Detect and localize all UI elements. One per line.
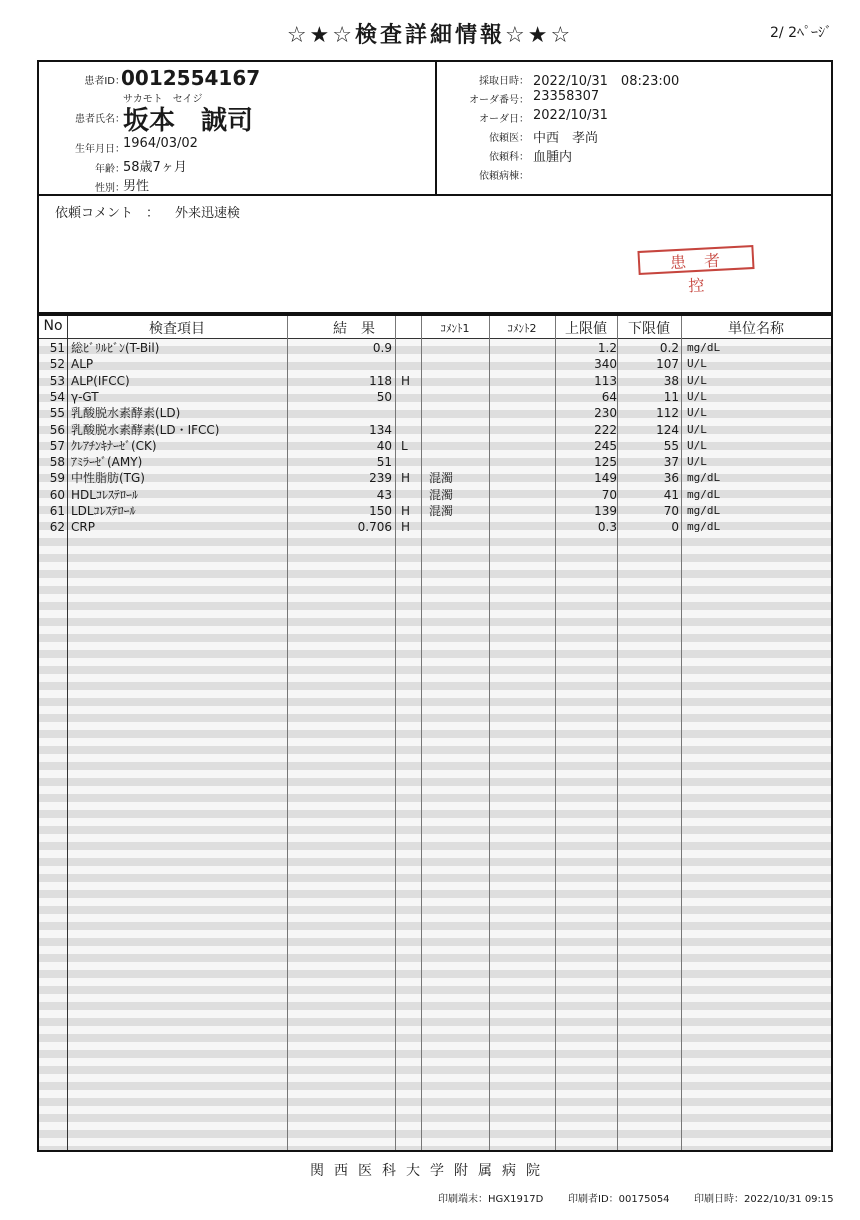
row-result: 0.9 (372, 341, 392, 355)
col-item-header: 検査項目 (149, 321, 205, 337)
row-lower: 70 (663, 504, 679, 518)
header-divider (435, 62, 437, 196)
hospital-name: 関西医科大学附属病院 (310, 1163, 550, 1179)
table-row (39, 470, 831, 486)
patient-id-label: 患者ID： (84, 76, 125, 87)
age: 58歳7ヶ月 (123, 160, 187, 175)
row-upper: 340 (594, 357, 617, 372)
sex: 男性 (123, 179, 150, 194)
table-row (39, 519, 831, 535)
row-result: 239 (369, 471, 392, 486)
row-lower: 11 (663, 389, 679, 404)
table-row (39, 438, 831, 454)
page-number: 2/ 2ﾍﾟｰｼﾞ (770, 25, 832, 41)
row-unit: U/L (687, 389, 707, 403)
row-flag: L (401, 438, 408, 453)
row-upper: 70 (601, 487, 617, 502)
table-row (39, 454, 831, 470)
row-upper: 0.3 (597, 520, 617, 535)
table-row (39, 356, 831, 372)
row-lower: 41 (663, 487, 679, 502)
row-result: 0.706 (357, 520, 392, 535)
order-date-label: オーダ日： (479, 114, 529, 125)
dob-label: 生年月日： (75, 144, 125, 155)
row-result: 118 (369, 373, 392, 388)
table-row (39, 422, 831, 438)
row-no: 58 (49, 455, 65, 470)
table-row (39, 340, 831, 356)
patient-copy-stamp: 患者控 (637, 245, 754, 275)
row-item: 乳酸脱水素酵素(LD) (71, 406, 181, 421)
row-upper: 64 (601, 389, 617, 404)
row-comment: 混濁 (429, 504, 454, 518)
row-lower: 107 (656, 357, 679, 372)
order-no-label: オーダ番号： (469, 95, 529, 106)
patient-name-label: 患者氏名： (75, 114, 125, 125)
printer-id: 印刷者ID：00175054 (568, 1194, 670, 1205)
row-no: 51 (49, 341, 65, 355)
row-flag: H (401, 520, 411, 535)
doctor: 中西 孝尚 (533, 131, 599, 146)
row-upper: 149 (594, 471, 617, 486)
row-lower: 124 (656, 422, 679, 437)
col-upper-header: 上限値 (565, 321, 607, 337)
row-comment: 混濁 (429, 471, 454, 486)
row-result: 134 (369, 422, 392, 437)
row-upper: 139 (594, 504, 617, 518)
row-no: 53 (49, 373, 65, 388)
row-item: ｱﾐﾗｰｾﾞ(AMY) (71, 455, 143, 470)
row-no: 59 (49, 471, 65, 486)
row-unit: U/L (687, 357, 707, 371)
table-row (39, 373, 831, 389)
col-comment2-header: ｺﾒﾝﾄ2 (507, 322, 537, 335)
row-no: 52 (49, 357, 65, 372)
row-upper: 245 (594, 438, 617, 453)
row-lower: 37 (663, 455, 679, 470)
doctor-label: 依頼医： (489, 133, 529, 144)
col-no-header: No (43, 318, 63, 334)
row-unit: U/L (687, 406, 707, 420)
row-unit: U/L (687, 373, 707, 387)
print-datetime: 印刷日時：2022/10/31 09:15 (694, 1194, 834, 1205)
patient-name: 坂本 誠司 (123, 106, 254, 136)
row-no: 57 (49, 438, 65, 453)
row-no: 60 (49, 487, 65, 502)
ward-label: 依頼病棟： (479, 171, 529, 182)
order-no: 23358307 (533, 89, 600, 104)
row-item: ｸﾚｱﾁﾝｷﾅｰｾﾞ(CK) (71, 438, 157, 453)
col-result-header: 結 果 (333, 321, 375, 337)
row-unit: mg/dL (687, 520, 721, 534)
row-result: 50 (376, 389, 392, 404)
table-row (39, 503, 831, 519)
row-unit: mg/dL (687, 487, 721, 501)
row-lower: 38 (663, 373, 679, 388)
row-item: CRP (71, 520, 95, 535)
row-lower: 55 (663, 438, 679, 453)
dob: 1964/03/02 (123, 136, 198, 151)
row-result: 43 (376, 487, 392, 502)
row-unit: U/L (687, 455, 707, 469)
row-flag: H (401, 373, 411, 388)
row-no: 54 (49, 389, 65, 404)
row-item: 乳酸脱水素酵素(LD・IFCC) (71, 422, 220, 437)
row-flag: H (401, 471, 411, 486)
report-title: ☆★☆検査詳細情報☆★☆ (286, 23, 574, 48)
table-row (39, 389, 831, 405)
row-lower: 112 (656, 406, 679, 421)
row-item: γ-GT (71, 389, 99, 404)
row-item: ALP (71, 357, 94, 372)
row-no: 61 (49, 504, 65, 518)
dept-label: 依頼科： (489, 152, 529, 163)
table-row (39, 487, 831, 503)
sex-label: 性別： (95, 183, 125, 194)
row-lower: 0.2 (659, 341, 679, 355)
row-flag: H (401, 504, 411, 518)
row-unit: mg/dL (687, 341, 721, 354)
order-date: 2022/10/31 (533, 108, 608, 123)
col-lower-header: 下限値 (628, 321, 670, 337)
print-terminal: 印刷端末：HGX1917D (438, 1194, 544, 1205)
row-item: 中性脂肪(TG) (71, 471, 145, 486)
patient-header (37, 60, 833, 196)
collected: 2022/10/31 08:23:00 (533, 74, 680, 89)
patient-id: 0012554167 (121, 66, 261, 90)
row-comment: 混濁 (429, 487, 454, 502)
col-unit-header: 単位名称 (728, 321, 784, 337)
row-unit: mg/dL (687, 504, 721, 517)
age-label: 年齢： (95, 164, 125, 175)
row-item: HDLｺﾚｽﾃﾛｰﾙ (71, 487, 138, 502)
row-unit: mg/dL (687, 471, 721, 485)
row-upper: 222 (594, 422, 617, 437)
row-item: 総ﾋﾞﾘﾙﾋﾞﾝ(T-Bil) (71, 341, 160, 355)
row-no: 62 (49, 520, 65, 535)
collected-label: 採取日時： (479, 76, 529, 87)
row-result: 51 (376, 455, 392, 470)
row-result: 150 (369, 504, 392, 518)
row-lower: 0 (671, 520, 679, 535)
table-header-row (39, 316, 831, 339)
row-no: 56 (49, 422, 65, 437)
comment-label: 依頼コメント ： (55, 206, 160, 221)
comment-text: 外来迅速検 (175, 206, 241, 221)
dept: 血腫内 (533, 150, 573, 165)
table-row (39, 405, 831, 421)
row-upper: 230 (594, 406, 617, 421)
row-unit: U/L (687, 438, 707, 452)
row-upper: 113 (594, 373, 617, 388)
col-comment1-header: ｺﾒﾝﾄ1 (440, 322, 470, 335)
row-no: 55 (49, 406, 65, 421)
row-unit: U/L (687, 422, 707, 436)
row-upper: 125 (594, 455, 617, 470)
row-upper: 1.2 (597, 341, 617, 355)
row-item: LDLｺﾚｽﾃﾛｰﾙ (71, 504, 136, 518)
results-table (37, 314, 833, 1152)
row-lower: 36 (663, 471, 679, 486)
row-result: 40 (376, 438, 392, 453)
patient-kana: サカモト セイジ (123, 94, 203, 105)
row-item: ALP(IFCC) (71, 373, 130, 388)
